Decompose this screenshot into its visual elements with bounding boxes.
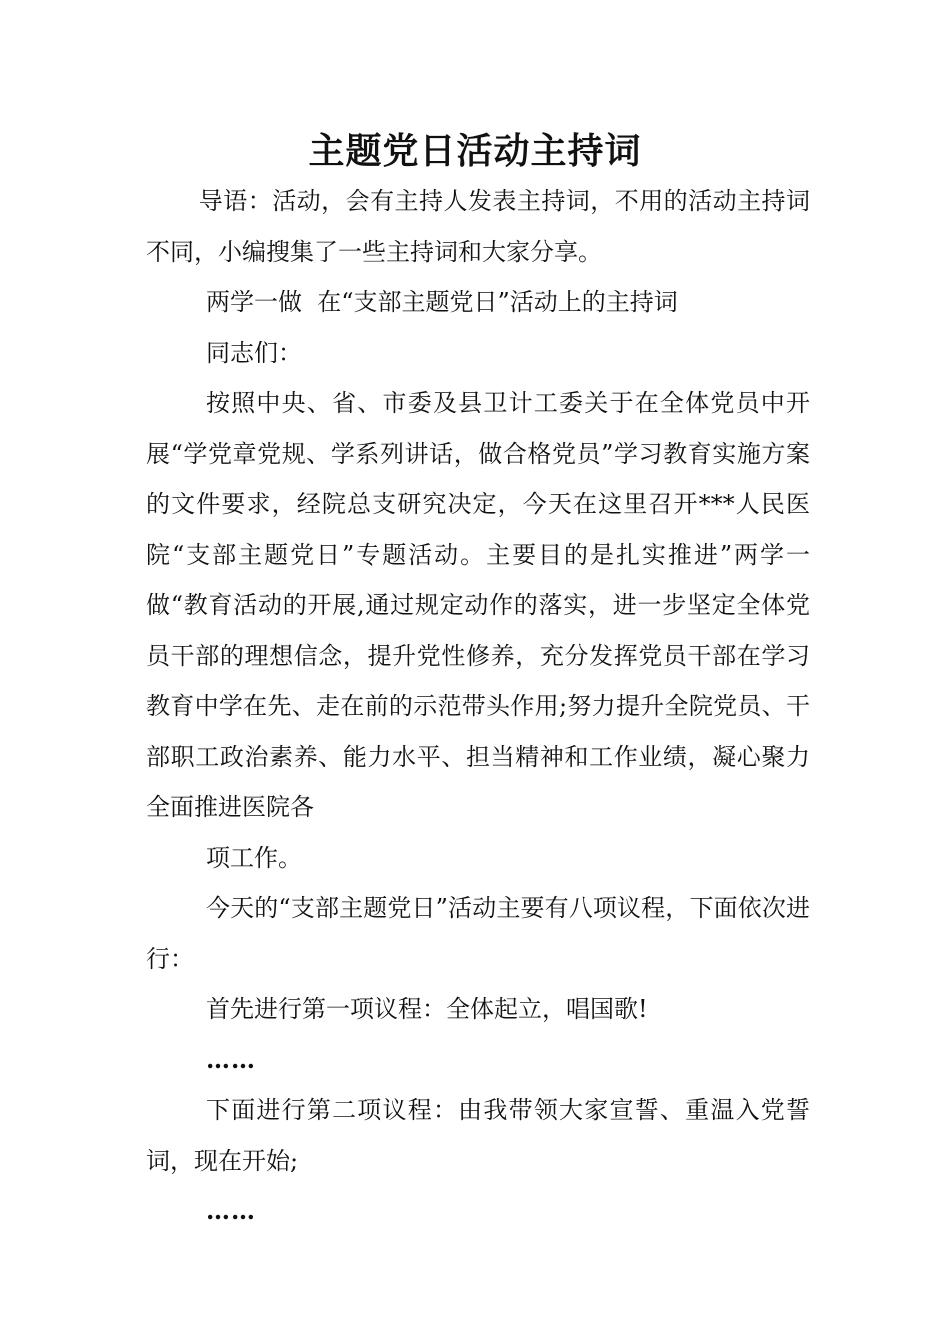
body-paragraph: 按照中央、省、市委及县卫计工委关于在全体党员中开展“学党章党规、学系列讲话，做合格党员”学习教育实施方案的文件要求，经院总支研究决定，今天在这里召开***人民医院“支部主题党日”专题活动。主要目的是扎实推进”两学一做“教育活动的开展,通过规定动作的落实，进一步坚定全体党员干部的理想信念，提升党性修养，充分发挥党员干部在学习教育中学在先、走在前的示范带头作用;努力提升全院党员、干部职工政治素养、能力水平、担当精神和工作业绩，凝心聚力全面推进医院各	[146, 389, 810, 821]
agenda-intro: 今天的“支部主题党日”活动主要有八项议程，下面依次进行：	[146, 894, 810, 973]
agenda-item-2: 下面进行第二项议程：由我带领大家宣誓、重温入党誓词，现在开始;	[146, 1096, 810, 1175]
document-title: 主题党日活动主持词	[308, 131, 642, 172]
body-paragraph-continued: 项工作。	[206, 843, 302, 872]
agenda-item-1: 首先进行第一项议程：全体起立，唱国歌!	[206, 995, 648, 1023]
ellipsis: ……	[206, 1196, 256, 1225]
intro-paragraph: 导语：活动，会有主持人发表主持词，不用的活动主持词不同，小编搜集了一些主持词和大家分享。	[146, 187, 810, 266]
document-body	[146, 176, 810, 1237]
speech-heading: 两学一做 在“支部主题党日”活动上的主持词	[206, 288, 678, 316]
salutation: 同志们：	[206, 338, 302, 367]
ellipsis: ……	[206, 1044, 256, 1074]
